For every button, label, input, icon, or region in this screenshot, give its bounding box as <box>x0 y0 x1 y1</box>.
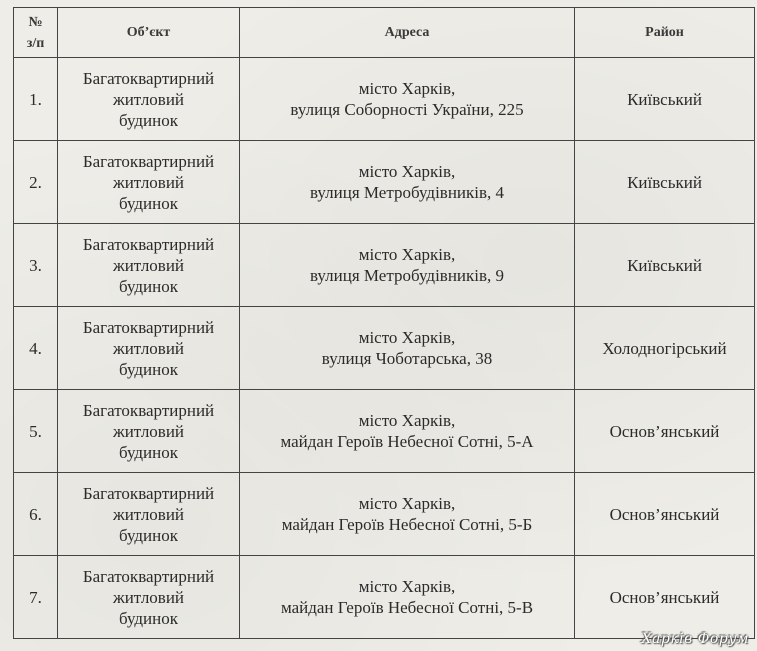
object-line: будинок <box>118 359 179 379</box>
forum-watermark: Харків Форум <box>641 631 749 647</box>
table-row <box>14 58 755 141</box>
address-line: вулиця Соборності України, 225 <box>290 100 524 119</box>
row-object <box>58 390 240 473</box>
object-line: будинок <box>118 525 179 545</box>
row-number: 7. <box>14 556 58 639</box>
header-number: № з/п <box>14 8 58 58</box>
object-line: Багатоквартирний <box>82 317 215 337</box>
row-district: Холодногірський <box>575 307 755 390</box>
row-number: 3. <box>14 224 58 307</box>
address-line: місто Харків, <box>358 79 456 98</box>
row-address <box>240 390 575 473</box>
object-line: житловий <box>112 421 185 441</box>
object-line: будинок <box>118 442 179 462</box>
row-address <box>240 224 575 307</box>
buildings-table <box>13 7 755 639</box>
row-number: 4. <box>14 307 58 390</box>
object-line: Багатоквартирний <box>82 151 215 171</box>
address-line: вулиця Метробудівників, 4 <box>309 183 505 202</box>
row-district: Основ’янський <box>575 473 755 556</box>
row-address <box>240 556 575 639</box>
table-row <box>14 224 755 307</box>
row-address <box>240 58 575 141</box>
table-header-row <box>14 8 755 58</box>
object-line: житловий <box>112 338 185 358</box>
row-district: Київський <box>575 224 755 307</box>
row-object <box>58 58 240 141</box>
row-object <box>58 556 240 639</box>
address-line: майдан Героїв Небесної Сотні, 5-Б <box>281 515 533 534</box>
table-row <box>14 307 755 390</box>
row-district: Основ’янський <box>575 390 755 473</box>
object-line: будинок <box>118 276 179 296</box>
row-district: Основ’янський <box>575 556 755 639</box>
address-line: майдан Героїв Небесної Сотні, 5-А <box>280 432 534 451</box>
object-line: Багатоквартирний <box>82 68 215 88</box>
object-line: Багатоквартирний <box>82 483 215 503</box>
row-district: Київський <box>575 141 755 224</box>
row-number: 1. <box>14 58 58 141</box>
row-address <box>240 307 575 390</box>
row-district: Київський <box>575 58 755 141</box>
object-line: житловий <box>112 587 185 607</box>
address-line: вулиця Чоботарська, 38 <box>321 349 493 368</box>
row-object <box>58 224 240 307</box>
row-number: 6. <box>14 473 58 556</box>
object-line: будинок <box>118 608 179 628</box>
table-row <box>14 141 755 224</box>
address-line: місто Харків, <box>358 245 456 264</box>
address-line: місто Харків, <box>358 162 456 181</box>
address-line: місто Харків, <box>358 328 456 347</box>
table-row <box>14 390 755 473</box>
header-district: Район <box>575 8 755 58</box>
row-object <box>58 141 240 224</box>
object-line: житловий <box>112 504 185 524</box>
object-line: Багатоквартирний <box>82 234 215 254</box>
object-line: будинок <box>118 110 179 130</box>
object-line: Багатоквартирний <box>82 400 215 420</box>
address-line: місто Харків, <box>358 577 456 596</box>
address-line: місто Харків, <box>358 494 456 513</box>
row-address <box>240 141 575 224</box>
object-line: Багатоквартирний <box>82 566 215 586</box>
row-number: 5. <box>14 390 58 473</box>
table-row <box>14 556 755 639</box>
row-address <box>240 473 575 556</box>
header-address: Адреса <box>240 8 575 58</box>
address-line: вулиця Метробудівників, 9 <box>309 266 505 285</box>
table-row <box>14 473 755 556</box>
address-line: місто Харків, <box>358 411 456 430</box>
object-line: житловий <box>112 255 185 275</box>
address-line: майдан Героїв Небесної Сотні, 5-В <box>280 598 534 617</box>
object-line: будинок <box>118 193 179 213</box>
row-object <box>58 473 240 556</box>
header-object: Об’єкт <box>58 8 240 58</box>
object-line: житловий <box>112 172 185 192</box>
row-number: 2. <box>14 141 58 224</box>
row-object <box>58 307 240 390</box>
object-line: житловий <box>112 89 185 109</box>
